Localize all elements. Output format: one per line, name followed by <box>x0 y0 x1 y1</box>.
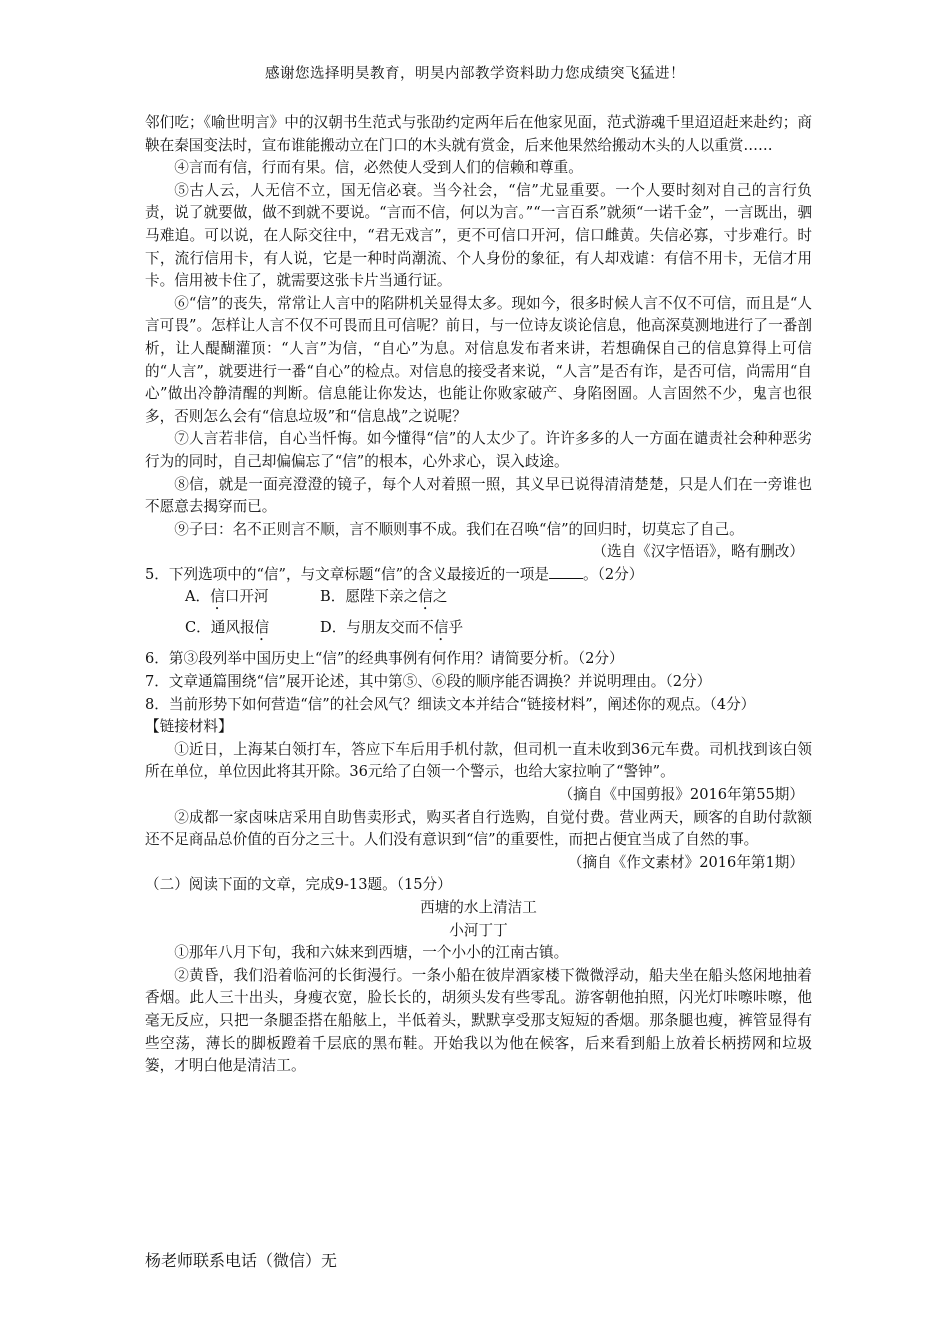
paragraph-3-continued: 邻们吃；《喻世明言》中的汉朝书生范式与张劭约定两年后在他家见面，范式游魂千里迢迢赶来赴约；商鞅在秦国变法时，宣布谁能搬动立在门口的木头就有赏金，后来他果然给搬动木头的人以重赏…… <box>145 114 812 154</box>
document-body <box>145 112 812 1078</box>
article-title: 西塘的水上清洁工 <box>420 899 537 916</box>
answer-blank <box>549 564 583 579</box>
source-citation: （选自《汉字悟语》，略有删改） <box>592 543 804 561</box>
question-8: 8．当前形势下如何营造“信”的社会风气？细读文本并结合“链接材料”，阐述你的观点。（4分） <box>145 695 756 713</box>
paragraph-6: ⑥“信”的丧失，常常让人言中的陷阱机关显得太多。现如今，很多时候人言不仅不可信，而且是“人言可畏”。怎样让人言不仅不可畏而且可信呢？前日，与一位诗友谈论信息，他高深莫测地进行了一番剖析，让人醍醐灌顶：“人言”为信，“自心”为息。对信息发布者来讲，若想确保自己的信息算得上可信的“人言”，就要进行一番“自心”的检点。对信息的接受者来说，“人言”是否有诈，是否可信，尚需用“自心”做出冷静清醒的判断。信息能让你发达，也能让你败家破产、身陷囹圄。人言固然不少，鬼言也很多，否则怎么会有“信息垃圾”和“信息战”之说呢？ <box>145 294 812 425</box>
section-2-heading: （二）阅读下面的文章，完成9-13题。（15分） <box>145 876 452 894</box>
link-source-2: （摘自《作文素材》2016年第1期） <box>567 853 804 871</box>
question-5-options <box>145 586 812 644</box>
question-5-points: 。（2分） <box>582 565 644 583</box>
link-source-1: （摘自《中国剪报》2016年第55期） <box>558 786 804 804</box>
option-a: A．信口开河 <box>185 588 269 606</box>
option-d: D．与朋友交而不信乎 <box>320 619 464 637</box>
link-material-1: ①近日，上海某白领打车，答应下车后用手机付款，但司机一直未收到36元车费。司机找到该白领所在单位，单位因此将其开除。36元给了白领一个警示，也给大家拉响了“警钟”。 <box>145 740 812 781</box>
paragraph-4: ④言而有信，行而有果。信，必然使人受到人们的信赖和尊重。 <box>174 159 583 177</box>
article-paragraph-1: ①那年八月下旬，我和六妹来到西塘，一个小小的江南古镇。 <box>174 944 569 962</box>
paragraph-9: ⑨子曰：名不正则言不顺，言不顺则事不成。我们在召唤“信”的回归时，切莫忘了自己。 <box>174 520 744 538</box>
article-author: 小河丁丁 <box>449 921 508 939</box>
paragraph-5: ⑤古人云，人无信不立，国无信必衰。当今社会，“信”尤显重要。一个人要时刻对自己的言行负责，说了就要做，做不到就不要说。“言而不信，何以为言。”“一言百系”就须“一诺千金”，一言既出，驷马难追。可以说，在人际交往中，“君无戏言”，更不可信口开河，信口雌黄。失信必寡，寸步难行。时下，流行信用卡，有人说，它是一种时尚潮流、个人身份的象征，有人却戏谑：有信不用卡，无信才用卡。信用被卡住了，就需要这张卡片当通行证。 <box>145 181 812 290</box>
article-paragraph-2: ②黄昏，我们沿着临河的长街漫行。一条小船在彼岸酒家楼下微微浮动，船夫坐在船头悠闲地抽着香烟。此人三十出头，身瘦衣宽，脸长长的，胡须头发有些零乱。游客朝他拍照，闪光灯咔嚓咔嚓，他毫无反应，只把一条腿歪搭在船舷上，半低着头，默默享受那支短短的香烟。那条腿也瘦，裤管显得有些空荡，薄长的脚板蹬着千层底的黑布鞋。开始我以为他在候客，后来看到船上放着长柄捞网和垃圾篓，才明白他是清洁工。 <box>145 966 812 1075</box>
question-6: 6．第③段列举中国历史上“信”的经典事例有何作用？请简要分析。（2分） <box>145 650 624 668</box>
question-5 <box>145 564 812 587</box>
option-c: C．通风报信 <box>185 619 270 637</box>
paragraph-8: ⑧信，就是一面亮澄澄的镜子，每个人对着照一照，其义早已说得清清楚楚，只是人们在一旁谁也不愿意去揭穿而已。 <box>145 475 812 516</box>
question-7: 7．文章通篇围绕“信”展开论述，其中第⑤、⑥段的顺序能否调换？并说明理由。（2分） <box>145 673 712 691</box>
page-header: 感谢您选择明昊教育，明昊内部教学资料助力您成绩突飞猛进！ <box>265 66 685 82</box>
page-footer: 杨老师联系电话（微信）无 <box>145 1251 338 1270</box>
question-5-text: 5．下列选项中的“信”，与文章标题“信”的含义最接近的一项是 <box>145 565 549 583</box>
option-b: B．愿陛下亲之信之 <box>320 588 448 606</box>
paragraph-7: ⑦人言若非信，自心当忏悔。如今懂得“信”的人太少了。许许多多的人一方面在谴责社会种种恶劣行为的同时，自己却偏偏忘了“信”的根本，心外求心，误入歧途。 <box>145 430 812 470</box>
link-material-2: ②成都一家卤味店采用自助售卖形式，购买者自行选购，自觉付费。营业两天，顾客的自助付款额还不足商品总价值的百分之三十。人们没有意识到“信”的重要性，而把占便宜当成了自然的事。 <box>145 808 812 849</box>
link-material-title: 【链接材料】 <box>145 718 233 736</box>
